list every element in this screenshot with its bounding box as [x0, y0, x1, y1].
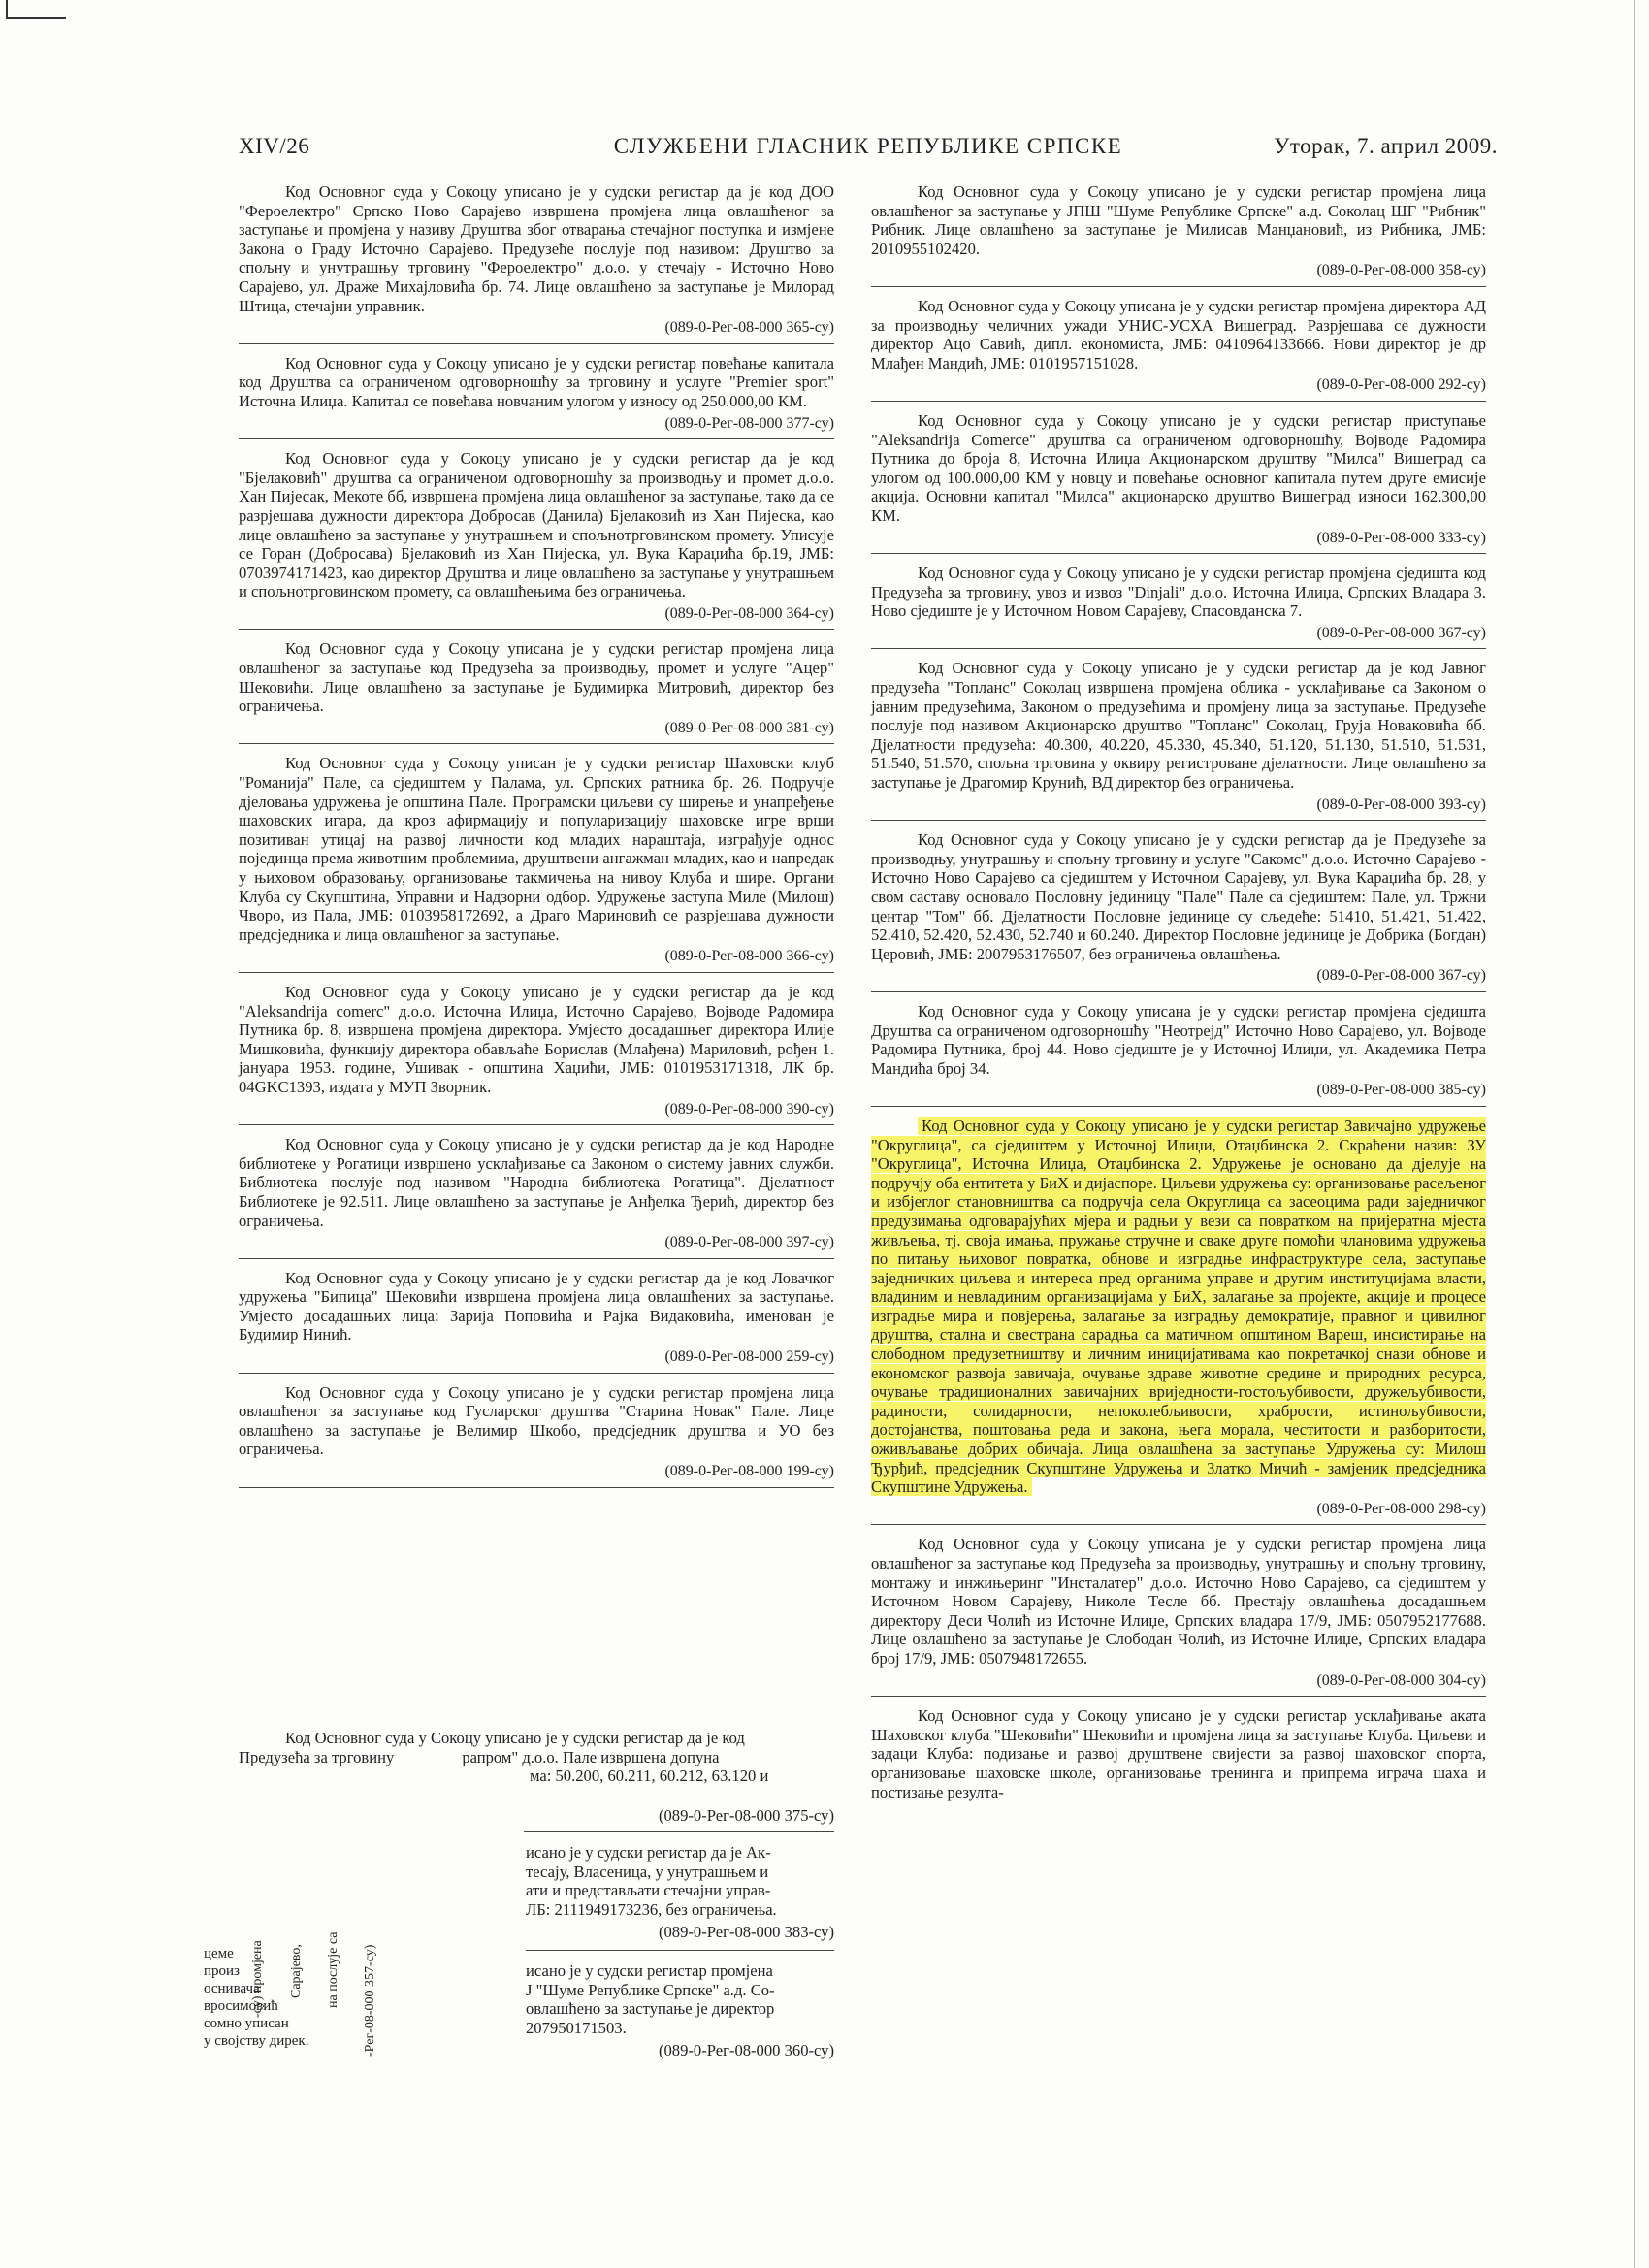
- entry-text-content: Код Основног суда у Сокоцу уписана је у судски регистар промјена лица овлашћеног за заступање код Предузећа за производњу, промет и услуге "Ацер" Шековићи. Лице овлашћено за заступање је Будимирка Митровић, директор без ограничења.: [239, 639, 834, 716]
- publication-title: СЛУЖБЕНИ ГЛАСНИК РЕПУБЛИКЕ СРПСКЕ: [613, 134, 1123, 158]
- rule: [524, 1831, 834, 1832]
- fragment-code: (089-0-Рег-08-000 360-су): [658, 2041, 834, 2060]
- entry-text: [871, 182, 1486, 258]
- scan-edge-line: [1634, 0, 1635, 2268]
- entry-text-content: Код Основног суда у Сокоцу уписана је у судски регистар промјена директора АД за производњу челичних ужади УНИС-УСХА Вишеград. Разрјешава се дужности директор Ацо Савић, дипл. економиста, ЈМБ: 0410964133666. Нови директор је др Млађен Мандић, ЈМБ: 0101957151028.: [871, 296, 1486, 373]
- entry-separator: [871, 1106, 1486, 1107]
- entry-separator: [239, 972, 834, 973]
- fragment-line: овлашћено за заступање је директор: [526, 1999, 775, 2019]
- entry-code: (089-0-Рег-08-000 365-су): [664, 319, 834, 337]
- entry-separator: [871, 1696, 1486, 1697]
- entry-text-content: Код Основног суда у Сокоцу уписано је у судски регистар промјена сједишта код Предузећа за трговину, увоз и извоз "Dinjali" д.о.о. Источна Илиџа, Српских Владара 3. Ново сједиште је у Источном Новом Сарајеву, Спасовданска 7.: [871, 564, 1486, 621]
- entry-text: [239, 354, 834, 411]
- registry-entry: [239, 449, 834, 630]
- entry-text-content: Код Основног суда у Сокоцу уписано је у судски регистар промјена лица овлашћеног за заступање у ЈПШ "Шуме Републике Српске" а.д. Соколац ШГ "Рибник" Рибник. Лице овлашћено за заступање је Милисав Манџановић, из Рибника, ЈМБ: 2010955102420.: [871, 182, 1486, 258]
- entry-separator: [239, 629, 834, 630]
- registry-entry: [871, 1535, 1486, 1697]
- registry-entry: [871, 1706, 1486, 1801]
- registry-entry: [239, 1383, 834, 1488]
- entry-separator: [239, 438, 834, 439]
- registry-entry: [239, 354, 834, 439]
- entry-text-content: Код Основног суда у Сокоцу уписана је у судски регистар промјена сједишта Друштва са ограниченом одговорношћу "Неотрејд" Источно Ново Сарајево, ул. Војводе Радомира Путника, број 44. Ново сједиште је у Источној Илиџи, ул. Академика Петра Мандића број 34.: [871, 1001, 1486, 1078]
- entry-text-content: Код Основног суда у Сокоцу уписано је у судски регистар да је код Народне библиотеке у Рогатици извршено усклађивање са Законом о систему јавних служби. Библиотека послује под називом "Народна библиотека Рогатица". Дјелатност Библиотеке је 92.511. Лице овлашћено за заступање је Анђелка Ђерић, директор без ограничења.: [239, 1135, 834, 1230]
- entry-text: [871, 411, 1486, 526]
- registry-entry: [871, 1002, 1486, 1107]
- entry-code: (089-0-Рег-08-000 377-су): [664, 414, 834, 432]
- entry-code: (089-0-Рег-08-000 367-су): [1316, 624, 1486, 641]
- scan-edge-mark: [6, 17, 66, 19]
- registry-entry: [239, 754, 834, 973]
- entry-text: [239, 182, 834, 315]
- fragment-line: 207950171503.: [526, 2018, 627, 2037]
- entry-separator: [239, 1258, 834, 1259]
- entry-text-content: Код Основног суда у Сокоцу уписано је у судски регистар да је код Ловачког удружења "Бипица" Шековићи извршена промјена лица овлашћених за заступање. Умјесто досадашњих лица: Зарија Поповића и Рајка Видаковића, именован је Будимир Нинић.: [239, 1268, 834, 1345]
- entry-text: [871, 1002, 1486, 1078]
- left-column: [239, 182, 834, 1498]
- registry-entry: [239, 182, 834, 344]
- entry-code: (089-0-Рег-08-000 397-су): [664, 1234, 834, 1251]
- entry-code: (089-0-Рег-08-000 381-су): [664, 719, 834, 736]
- registry-entry: [871, 411, 1486, 554]
- entry-text-content: Код Основног суда у Сокоцу уписано је у судски регистар да је код "Aleksandrija comerc" д.о.о. Источна Илиџа, Источно Сарајево, Војводе Радомира Путника бр. 8, извршена промјена директора. Умјесто досадашњег директора Илије Мишковића, функцију директора обављаће Борислав (Млађена) Мариловић, рођен 1. јануара 1953. године, Ушивак - општина Хаџићи, ЈМБ: 0101953171318, ЛК бр. 04GKC1393, издата у МУП Зворник.: [239, 982, 834, 1096]
- entry-code: (089-0-Рег-08-000 259-су): [664, 1348, 834, 1366]
- issue-date: Уторак, 7. април 2009.: [1274, 134, 1498, 158]
- entry-text: [871, 297, 1486, 373]
- fragment-line: [239, 1748, 834, 1767]
- fragment-block-3: [526, 1961, 834, 2060]
- entry-code: (089-0-Рег-08-000 199-су): [664, 1463, 834, 1480]
- entry-separator: [871, 820, 1486, 821]
- entry-separator: [239, 743, 834, 744]
- entry-code: (089-0-Рег-08-000 367-су): [1316, 967, 1486, 985]
- margin-note-line: цеме: [204, 1946, 234, 1961]
- entry-text-content: Код Основног суда у Сокоцу уписан је у судски регистар Шаховски клуб "Романија" Пале, са сједиштем у Палама, ул. Српских ратника бр. 26. Подручје дјеловања удружења је општина Пале. Програмски циљеви су ширење и унапређење шаховских игара, да кроз афирмацију и популаризацију шаховске игре врши позитиван утицај на развој личности код младих нараштаја, изграђује однос појединца према животним проблемима, друштвени ангажман младих, као и напредак у њиховом образовању, организовање такмичења на нивоу Клуба и шире. Органи Клуба су Скупштина, Управни и Надзорни одбор. Удружење заступа Миле (Милош) Чворо, из Пала, ЈМБ: 0103958172692, а Драго Мариновић се разрјешава дужности предсједника и лица овлашћеног за заступање.: [239, 754, 834, 944]
- entry-text: [871, 1706, 1486, 1801]
- entry-separator: [871, 553, 1486, 554]
- rotated-margin-text: -су) промјена: [250, 1940, 265, 2018]
- registry-entry: [239, 983, 834, 1125]
- entry-text: [871, 564, 1486, 621]
- rule: [526, 1950, 834, 1951]
- entry-text: [239, 639, 834, 715]
- entry-code: (089-0-Рег-08-000 292-су): [1316, 376, 1486, 394]
- rotated-margin-text: на послује са: [326, 1931, 340, 2008]
- registry-entry: [871, 1117, 1486, 1525]
- fragment-line: исано је у судски регистар промјена: [526, 1961, 773, 1980]
- entry-code: (089-0-Рег-08-000 304-су): [1316, 1671, 1486, 1689]
- entry-separator: [871, 1524, 1486, 1525]
- page-header: [239, 130, 1498, 159]
- margin-note-line: оснивача: [204, 1981, 260, 1996]
- entry-text-content: Код Основног суда у Сокоцу уписано је у судски регистар да је код Јавног предузећа "Топланс" Соколац извршена промјена облика - усклађивање са Законом о јавним предузећима, Законом о предузећима и промјену лица за заступање. Предузеће послује под називом Акционарско друштво "Топланс" Соколац, Грујa Новаковића бб. Дјелатности предузећа: 40.300, 40.220, 45.330, 45.340, 51.120, 51.130, 51.510, 51.531, 51.540, 51.570, спољна трговина у оквиру регистроване дјелатности. Лице овлашћено за заступање је Драгомир Крунић, ВД директор без ограничења.: [871, 659, 1486, 793]
- fragment-block-2: [526, 1843, 834, 1942]
- fragment-text: Предузећа за трговину: [239, 1747, 395, 1766]
- fragment-line: ма: 50.200, 60.211, 60.212, 63.120 и: [530, 1766, 769, 1786]
- entry-separator: [871, 401, 1486, 402]
- entry-text: [871, 1535, 1486, 1668]
- registry-entry: [871, 830, 1486, 992]
- margin-note-line: сомно уписан: [204, 2016, 289, 2031]
- entry-text-content: Код Основног суда у Сокоцу уписано је у судски регистар повећање капитала код Друштва са ограниченом одговорношћу за трговину и услуге "Premier sport" Источна Илиџа. Капитал се повећава новчаним улогом у износу од 250.000,00 КМ.: [239, 353, 834, 410]
- entry-separator: [871, 648, 1486, 649]
- fragment-code: (089-0-Рег-08-000 383-су): [658, 1923, 834, 1942]
- entry-text: [239, 1135, 834, 1230]
- registry-entry: [239, 1269, 834, 1374]
- entry-text-content: Код Основног суда у Сокоцу уписано је у судски регистар Завичајно удружење "Округлица", са сједиштем у Источној Илиџи, Отаџбинска 2. Скраћени назив: ЗУ "Округлица", Источна Илиџа, Отаџбинска 2. Удружење је основано да дјелује на подручју оба ентитета у БиХ и дијаспоре. Циљеви удружења су: организовање расељеног и избјеглог становништва са подручја села Округлица са засеоцима ради заједничког предузимања одговарајућих мјера и радњи у вези са повратком на пријератна мјеста живљења, тј. своја имања, пружање стручне и сваке друге помоћи члановима удружења по питању њиховог повратка, обнове и изградње инфраструктуре села, заступање заједничких циљева и интереса пред органима управе и другим институцијама власти, владиним и невладиним организацијама у БиХ, залагање за пројекте, акције и процесе изградње мира и повјерења, залагање за изградњу демократије, правног и цивилног друштва, стална и свестрана сарадња са матичном општином Вареш, инсистирање на слободном предузетништву и личним иницијативама као покретачкој снази обнове и економског развоја завичаја, очување здраве животне средине и природних ресурса, очување традиционалних завичајних вриједности-гостољубивости, дружељубивости, радиности, солидарности, непоколебљивости, храбрости, истинољубивости, достојанства, поштовања реда и закона, њега морала, честитости и разборитости, оживљавање добрих обичаја. Лица овлашћена за заступање Удружења су: Милош Ђурђић, предсједник Скупштине Удружења и Златко Мичић - замјеник предсједника Скупштине Удружења.: [871, 1116, 1486, 1497]
- entry-code: (089-0-Рег-08-000 366-су): [664, 948, 834, 965]
- margin-note-line: вросимовић: [204, 1998, 278, 2014]
- entry-text-content: Код Основног суда у Сокоцу уписано је у судски регистар усклађивање аката Шаховског клуба "Шековићи" Шековићи и промјена лица за заступање Клуба. Циљеви и задаци Клуба: подизање и развој друштвене свијести за развој шаховског спорта, организовање шаховске школе, организовање тренинга и припрема играча шаха и постизање резулта-: [871, 1706, 1486, 1801]
- fragment-line: ати и представљати стечајни управ-: [526, 1881, 771, 1900]
- entry-code: (089-0-Рег-08-000 390-су): [664, 1100, 834, 1118]
- entry-code: (089-0-Рег-08-000 393-су): [1316, 795, 1486, 813]
- fragment-block-1: [239, 1729, 834, 1786]
- fragment-text: рапром" д.о.о. Пале извршена допуна: [462, 1747, 720, 1766]
- entry-text-content: Код Основног суда у Сокоцу уписано је у судски регистар приступање "Aleksandrija Comerce" друштва са ограниченом одговорношћу, Војводе Радомира Путника до броја 8, Источна Илиџа Акционарском друштву "Милса" Вишеград са улогом од 100.000,00 КМ у новцу и повећање основног капитала путем друге емисије акција. Основни капитал "Милса" акционарско друштво Вишеград износи 162.300,00 КМ.: [871, 410, 1486, 525]
- entry-text: [239, 1383, 834, 1459]
- entry-text-content: Код Основног суда у Сокоцу уписано је у судски регистар да је код "Бјелаковић" друштва са ограниченом одговорношћу за производњу и промет д.о.о. Хан Пијесак, Мекоте бб, извршена промјена лица овлашћеног за заступање, тако да се разрјешава дужности директора Добросав (Данила) Бјелаковић из Хан Пијеска, као лице овлашћено за заступање у унутрашњем и спољнотрговинском промету. Уписује се Горан (Добросава) Бјелаковић из Хан Пијеска, ул. Вука Караџића бр.19, ЈМБ: 0703974171423, као директор Друштва и лице овлашћено за заступање у унутрашњем и спољнотрговинском промету, са овлашћењима без ограничења.: [239, 449, 834, 601]
- fragment-line: исано је у судски регистар да је Ак-: [526, 1843, 771, 1862]
- registry-entry: [871, 564, 1486, 649]
- page-number: XIV/26: [239, 134, 310, 158]
- registry-entry: [871, 659, 1486, 821]
- fragment-line: тесају, Власеница, у унутрашњем и: [526, 1862, 769, 1881]
- entry-code: (089-0-Рег-08-000 385-су): [1316, 1082, 1486, 1099]
- entry-text-content: Код Основног суда у Сокоцу уписана је у судски регистар промјена лица овлашћеног за заступање код Предузећа за производњу, унутрашњу и спољну трговину, монтажу и инжињеринг "Инсталатер" д.о.о. Источно Ново Сарајево, са сједиштем у Источном Новом Сарајеву, Николе Тесле бб. Престају овлашћења досадашњем директору Деси Чолић из Источне Илиџе, Српских владара 17/9, ЈМБ: 0507952177688. Лице овлашћено за заступање је Слободан Чолић, из Источне Илиџе, Српских владара број 17/9, ЈМБ: 0507948172655.: [871, 1535, 1486, 1668]
- entry-separator: [239, 1124, 834, 1125]
- entry-text: [871, 1117, 1486, 1497]
- entry-text: [871, 830, 1486, 963]
- entry-separator: [871, 286, 1486, 287]
- entry-text: [239, 983, 834, 1097]
- registry-entry: [239, 639, 834, 744]
- registry-entry: [871, 182, 1486, 287]
- fragment-line: ЛБ: 2111949173236, без ограничења.: [526, 1899, 777, 1919]
- entry-text-content: Код Основног суда у Сокоцу уписано је у судски регистар промјена лица овлашћеног за заступање код Гусларског друштва "Старина Новак" Пале. Лице овлашћено за заступање је Велимир Шкобо, предсједник друштва и УО без ограничења.: [239, 1382, 834, 1459]
- fragment-code: (089-0-Рег-08-000 375-су): [658, 1806, 834, 1825]
- registry-entry: [239, 1135, 834, 1259]
- margin-note-line: у својству дирек.: [204, 2033, 309, 2049]
- entry-text-content: Код Основног суда у Сокоцу уписано је у судски регистар да је код ДОО "Фероелектро" Српско Ново Сарајево извршена промјена лица овлашћеног за заступање и промјена у називу Друштва због отварања стечајног поступка и измјене Закона о Граду Источно Сарајево. Предузеће послује под називом: Друштво за спољну и унутрашњу трговину "Фероелектро" д.о.о. у стечају - Источно Ново Сарајево, ул. Драже Михајловића бр. 74. Лице овлашћено за заступање је Милорад Штица, стечајни управник.: [239, 182, 834, 315]
- fragment-line: Код Основног суда у Сокоцу уписано је у судски регистар да је код: [285, 1729, 745, 1747]
- registry-entry: [871, 297, 1486, 402]
- entry-text: [239, 1269, 834, 1345]
- entry-separator: [239, 1373, 834, 1374]
- entry-code: (089-0-Рег-08-000 333-су): [1316, 529, 1486, 546]
- entry-text-content: Код Основног суда у Сокоцу уписано је у судски регистар да је Предузеће за производњу, унутрашњу и спољну трговину и услуге "Сакомс" д.о.о. Источно Сарајево - Источно Ново Сарајево са сједиштем у Источном Сарајеву, ул. Вука Караџића бр. 28, у свом саставу основало Пословну јединицу "Пале" Пале са сједиштем: Пале, ул. Тржни центар "Том" бб. Дјелатности Пословне јединице су сљедеће: 51410, 51.421, 51.422, 52.410, 52.420, 52.430, 52.740 и 60.240. Директор Пословне јединице је Добрика (Богдан) Церовић, ЈМБ: 2007953176507, без ограничења овлашћења.: [871, 830, 1486, 963]
- fragment-line: Ј "Шуме Републике Српске" а.д. Со-: [526, 1980, 775, 1999]
- entry-code: (089-0-Рег-08-000 358-су): [1316, 262, 1486, 279]
- margin-note-line: произ: [204, 1963, 240, 1979]
- entry-text: [239, 449, 834, 601]
- entry-code: (089-0-Рег-08-000 364-су): [664, 604, 834, 622]
- entry-code: (089-0-Рег-08-000 298-су): [1316, 1500, 1486, 1517]
- entry-text: [871, 659, 1486, 792]
- entry-text: [239, 754, 834, 944]
- entry-separator: [871, 991, 1486, 992]
- rotated-margin-text: -Рег-08-000 357-су): [363, 1944, 377, 2057]
- entry-separator: [239, 1487, 834, 1488]
- rotated-margin-text: Сарајево,: [289, 1944, 304, 1998]
- entry-separator: [239, 343, 834, 344]
- scan-edge-mark: [6, 0, 8, 19]
- right-column: [871, 182, 1486, 1801]
